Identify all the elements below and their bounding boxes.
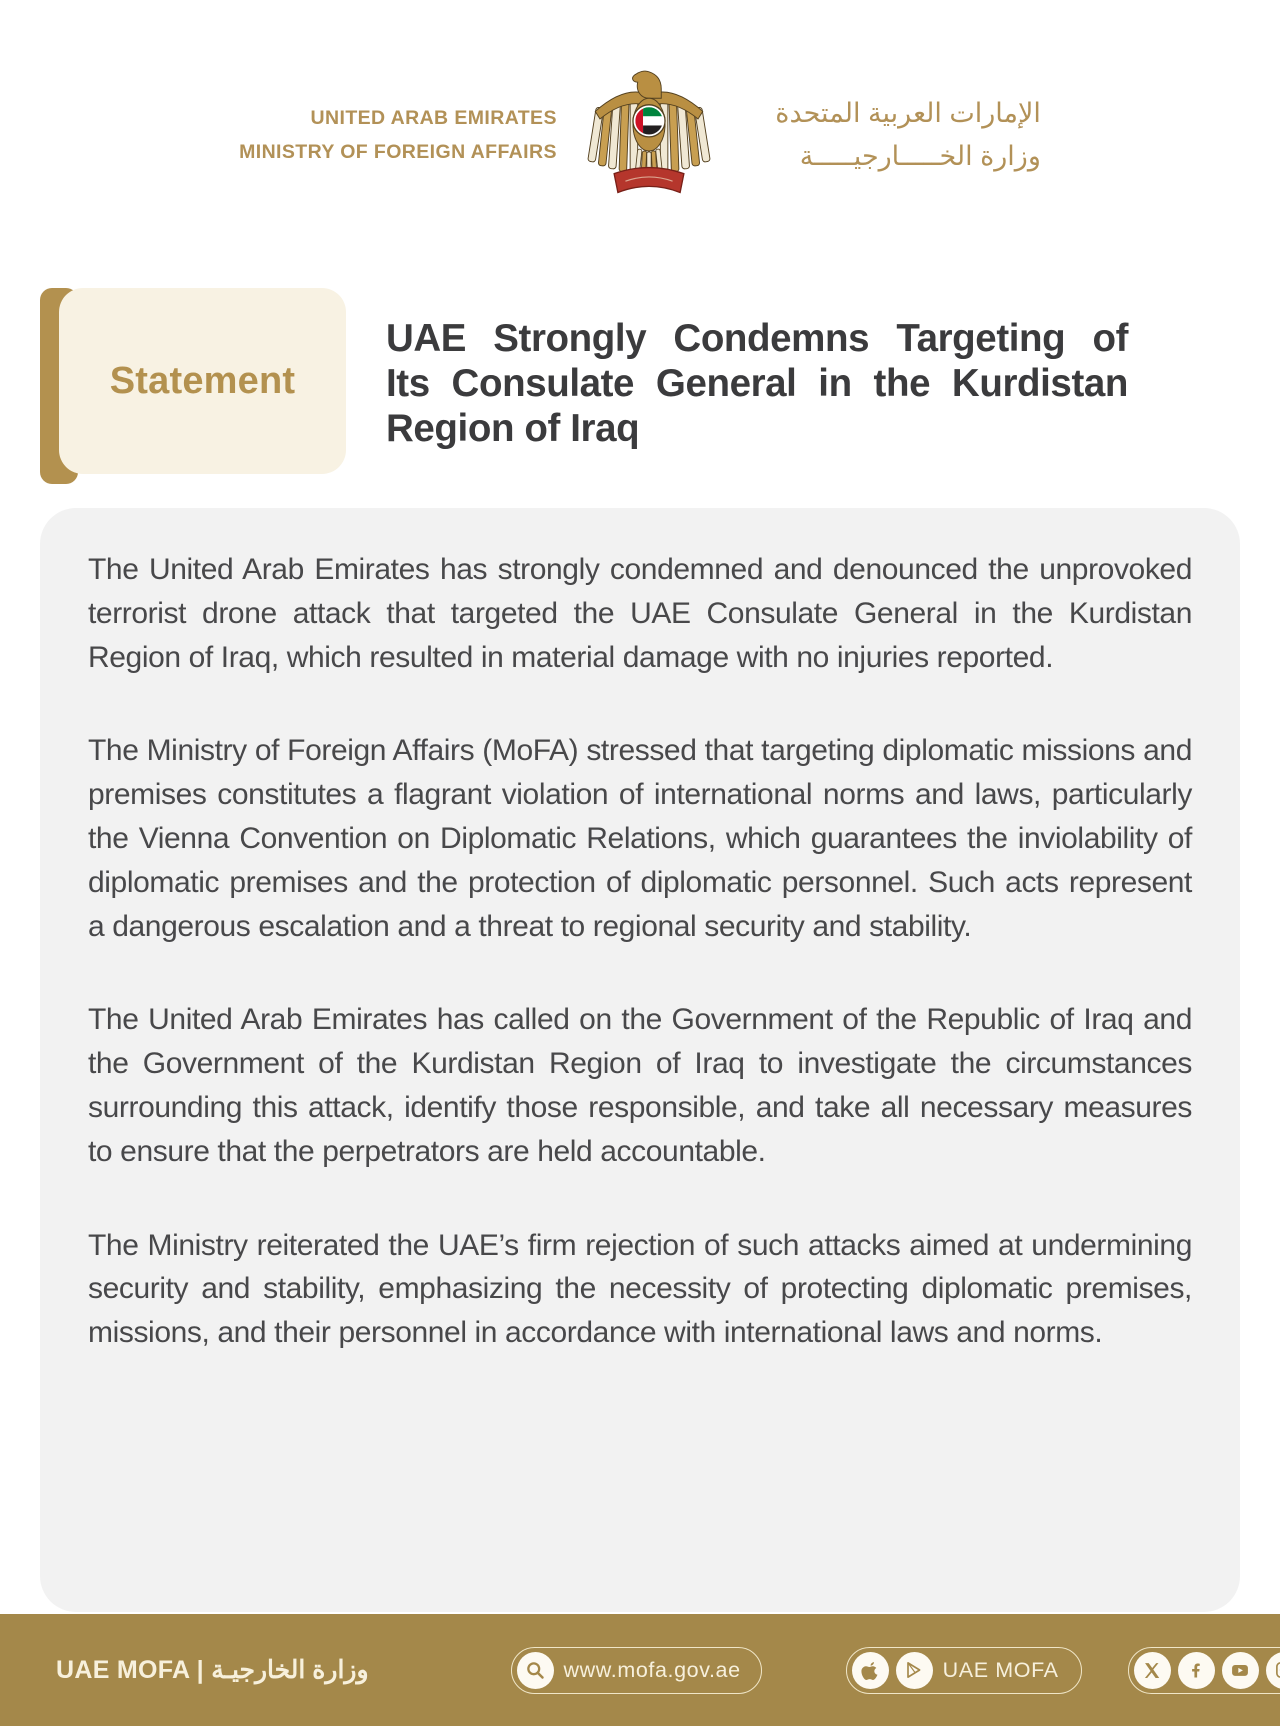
search-icon — [517, 1652, 554, 1689]
statement-paragraph-2: The Ministry of Foreign Affairs (MoFA) stressed that targeting diplomatic missions and premises constitutes a flagrant violation of international norms and laws, particularly the Vienna Convention on Diplomatic Relations, which guarantees the inviolability of diplomatic premises and the protection of diplomatic personnel. Such acts represent a dangerous escalation and a threat to regional security and stability. — [88, 734, 1192, 943]
apple-icon[interactable] — [852, 1652, 889, 1689]
footer-brand: UAE MOFA | وزارة الخارجيـة — [56, 1656, 369, 1684]
youtube-icon[interactable] — [1222, 1652, 1259, 1689]
social-media-group[interactable] — [1128, 1647, 1280, 1694]
statement-header-section — [40, 288, 1236, 474]
footer-bar — [0, 1614, 1280, 1726]
statement-body-card — [40, 508, 1240, 1612]
website-url: www.mofa.gov.ae — [563, 1657, 741, 1682]
ministry-name-english — [239, 101, 557, 169]
google-play-icon[interactable] — [896, 1652, 933, 1689]
statement-title-line2: Its Consulate General in the Kurdistan — [386, 362, 1128, 406]
instagram-icon[interactable] — [1266, 1652, 1280, 1689]
statement-paragraph-4: The Ministry reiterated the UAE’s firm rejection of such attacks aimed at undermining security and stability, emphasizing the necessity of protecting diplomatic premises, missions, and their personnel in accordance with international laws and norms. — [88, 1228, 1192, 1350]
facebook-icon[interactable] — [1178, 1652, 1215, 1689]
app-stores-label: UAE MOFA — [942, 1657, 1059, 1682]
ministry-name-ar-line2: وزارة الخـــــارجيـــــة — [799, 141, 1041, 171]
ministry-name-ar-line1: الإمارات العربية المتحدة — [775, 97, 1041, 128]
statement-title — [386, 316, 1128, 451]
statement-paragraph-1: The United Arab Emirates has strongly condemned and denounced the unprovoked terrorist drone attack that targeted the UAE Consulate General in the Kurdistan Region of Iraq, which resulted in material damage with no injuries reported. — [88, 553, 1192, 674]
ministry-name-en-line1: UNITED ARAB EMIRATES — [310, 106, 557, 129]
statement-title-line3: Region of Iraq — [386, 407, 640, 451]
x-twitter-icon[interactable] — [1134, 1652, 1171, 1689]
website-link[interactable] — [511, 1647, 762, 1694]
ministry-name-en-line2: MINISTRY OF FOREIGN AFFAIRS — [239, 141, 557, 163]
statement-title-line1: UAE Strongly Condemns Targeting of — [386, 317, 1128, 360]
statement-badge-box — [59, 288, 346, 474]
statement-badge-label: Statement — [109, 359, 296, 402]
ministry-header — [0, 62, 1280, 208]
ministry-name-arabic — [741, 92, 1041, 178]
uae-falcon-emblem-icon — [583, 62, 715, 208]
app-stores-group[interactable] — [846, 1647, 1082, 1694]
statement-paragraph-3: The United Arab Emirates has called on the Government of the Republic of Iraq and the Government of the Kurdistan Region of Iraq to investigate the circumstances surrounding this attack, identify those responsible, and take all necessary measures to ensure that the perpetrators are held accountable. — [88, 1003, 1192, 1168]
statement-badge — [40, 288, 346, 474]
